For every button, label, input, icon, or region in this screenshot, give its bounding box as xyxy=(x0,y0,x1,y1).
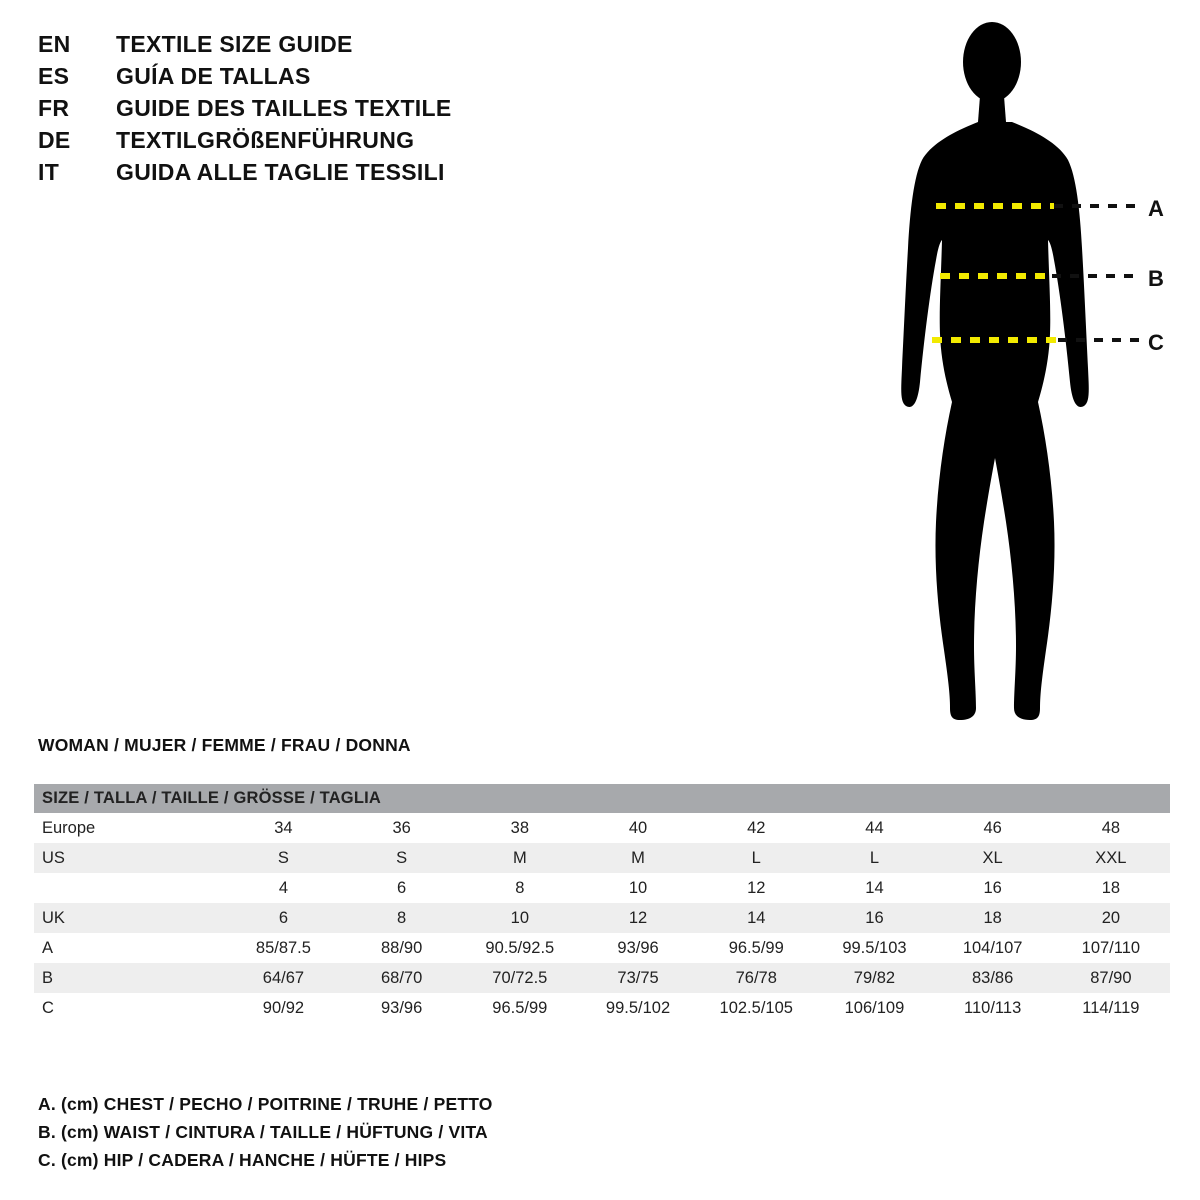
table-row xyxy=(34,813,1170,843)
cell: M xyxy=(461,843,579,873)
cell: 44 xyxy=(815,813,933,843)
cell: 88/90 xyxy=(343,933,461,963)
cell: 40 xyxy=(579,813,697,843)
measure-label-c: C xyxy=(1148,330,1164,355)
cell: 10 xyxy=(579,873,697,903)
cell: 106/109 xyxy=(815,993,933,1023)
cell: 14 xyxy=(697,903,815,933)
title-text-fr: GUIDE DES TAILLES TEXTILE xyxy=(116,95,452,121)
cell: 12 xyxy=(579,903,697,933)
legend xyxy=(38,1090,738,1174)
row-label-us-numeric xyxy=(34,873,224,903)
title-row xyxy=(38,124,598,156)
row-label-uk: UK xyxy=(34,903,224,933)
cell: L xyxy=(815,843,933,873)
title-lang-it: IT xyxy=(38,159,60,185)
cell: 8 xyxy=(343,903,461,933)
table-row xyxy=(34,873,1170,903)
legend-line-c: C. (cm) HIP / CADERA / HANCHE / HÜFTE / HIPS xyxy=(38,1150,447,1170)
table-row xyxy=(34,993,1170,1023)
cell: L xyxy=(697,843,815,873)
cell: 96.5/99 xyxy=(697,933,815,963)
cell: 99.5/103 xyxy=(815,933,933,963)
cell: 16 xyxy=(934,873,1052,903)
title-text-en: TEXTILE SIZE GUIDE xyxy=(116,31,353,57)
figure-area xyxy=(840,10,1190,750)
cell: 64/67 xyxy=(224,963,342,993)
table-row xyxy=(34,843,1170,873)
cell: 14 xyxy=(815,873,933,903)
cell: 16 xyxy=(815,903,933,933)
cell: S xyxy=(224,843,342,873)
table-row xyxy=(34,933,1170,963)
cell: 18 xyxy=(934,903,1052,933)
cell: 87/90 xyxy=(1052,963,1170,993)
title-row xyxy=(38,156,598,188)
cell: 12 xyxy=(697,873,815,903)
cell: 42 xyxy=(697,813,815,843)
cell: 96.5/99 xyxy=(461,993,579,1023)
size-table xyxy=(34,784,1170,1023)
cell: 8 xyxy=(461,873,579,903)
title-row xyxy=(38,28,598,60)
cell: 93/96 xyxy=(579,933,697,963)
cell: 36 xyxy=(343,813,461,843)
cell: S xyxy=(343,843,461,873)
section-heading: WOMAN / MUJER / FEMME / FRAU / DONNA xyxy=(38,735,411,755)
cell: 104/107 xyxy=(934,933,1052,963)
title-text-it: GUIDA ALLE TAGLIE TESSILI xyxy=(116,159,445,185)
row-label-b: B xyxy=(34,963,224,993)
table-header-label: SIZE / TALLA / TAILLE / GRÖSSE / TAGLIA xyxy=(34,784,1170,813)
table-row xyxy=(34,963,1170,993)
cell: 93/96 xyxy=(343,993,461,1023)
table-row xyxy=(34,903,1170,933)
measure-label-b: B xyxy=(1148,266,1164,291)
cell: 70/72.5 xyxy=(461,963,579,993)
cell: 6 xyxy=(224,903,342,933)
cell: 34 xyxy=(224,813,342,843)
row-label-us: US xyxy=(34,843,224,873)
row-label-europe: Europe xyxy=(34,813,224,843)
title-row xyxy=(38,92,598,124)
female-silhouette-icon xyxy=(840,10,1190,750)
cell: 20 xyxy=(1052,903,1170,933)
cell: 85/87.5 xyxy=(224,933,342,963)
cell: 102.5/105 xyxy=(697,993,815,1023)
title-text-de: TEXTILGRÖßENFÜHRUNG xyxy=(116,127,415,153)
cell: 68/70 xyxy=(343,963,461,993)
cell: 90.5/92.5 xyxy=(461,933,579,963)
cell: 46 xyxy=(934,813,1052,843)
table-header-row xyxy=(34,784,1170,813)
title-text-es: GUÍA DE TALLAS xyxy=(116,63,311,89)
title-lang-en: EN xyxy=(38,31,71,57)
cell: 99.5/102 xyxy=(579,993,697,1023)
cell: 107/110 xyxy=(1052,933,1170,963)
cell: 73/75 xyxy=(579,963,697,993)
measure-label-a: A xyxy=(1148,196,1164,221)
cell: 4 xyxy=(224,873,342,903)
cell: 114/119 xyxy=(1052,993,1170,1023)
row-label-a: A xyxy=(34,933,224,963)
cell: 79/82 xyxy=(815,963,933,993)
cell: XL xyxy=(934,843,1052,873)
title-lang-de: DE xyxy=(38,127,71,153)
cell: 90/92 xyxy=(224,993,342,1023)
title-block xyxy=(38,28,598,188)
cell: XXL xyxy=(1052,843,1170,873)
title-lang-fr: FR xyxy=(38,95,70,121)
legend-line-a: A. (cm) CHEST / PECHO / POITRINE / TRUHE / PETTO xyxy=(38,1094,493,1114)
cell: 76/78 xyxy=(697,963,815,993)
cell: M xyxy=(579,843,697,873)
cell: 18 xyxy=(1052,873,1170,903)
row-label-c: C xyxy=(34,993,224,1023)
cell: 48 xyxy=(1052,813,1170,843)
legend-line-b: B. (cm) WAIST / CINTURA / TAILLE / HÜFTUNG / VITA xyxy=(38,1122,488,1142)
cell: 38 xyxy=(461,813,579,843)
title-row xyxy=(38,60,598,92)
cell: 6 xyxy=(343,873,461,903)
cell: 110/113 xyxy=(934,993,1052,1023)
cell: 83/86 xyxy=(934,963,1052,993)
cell: 10 xyxy=(461,903,579,933)
title-lang-es: ES xyxy=(38,63,70,89)
